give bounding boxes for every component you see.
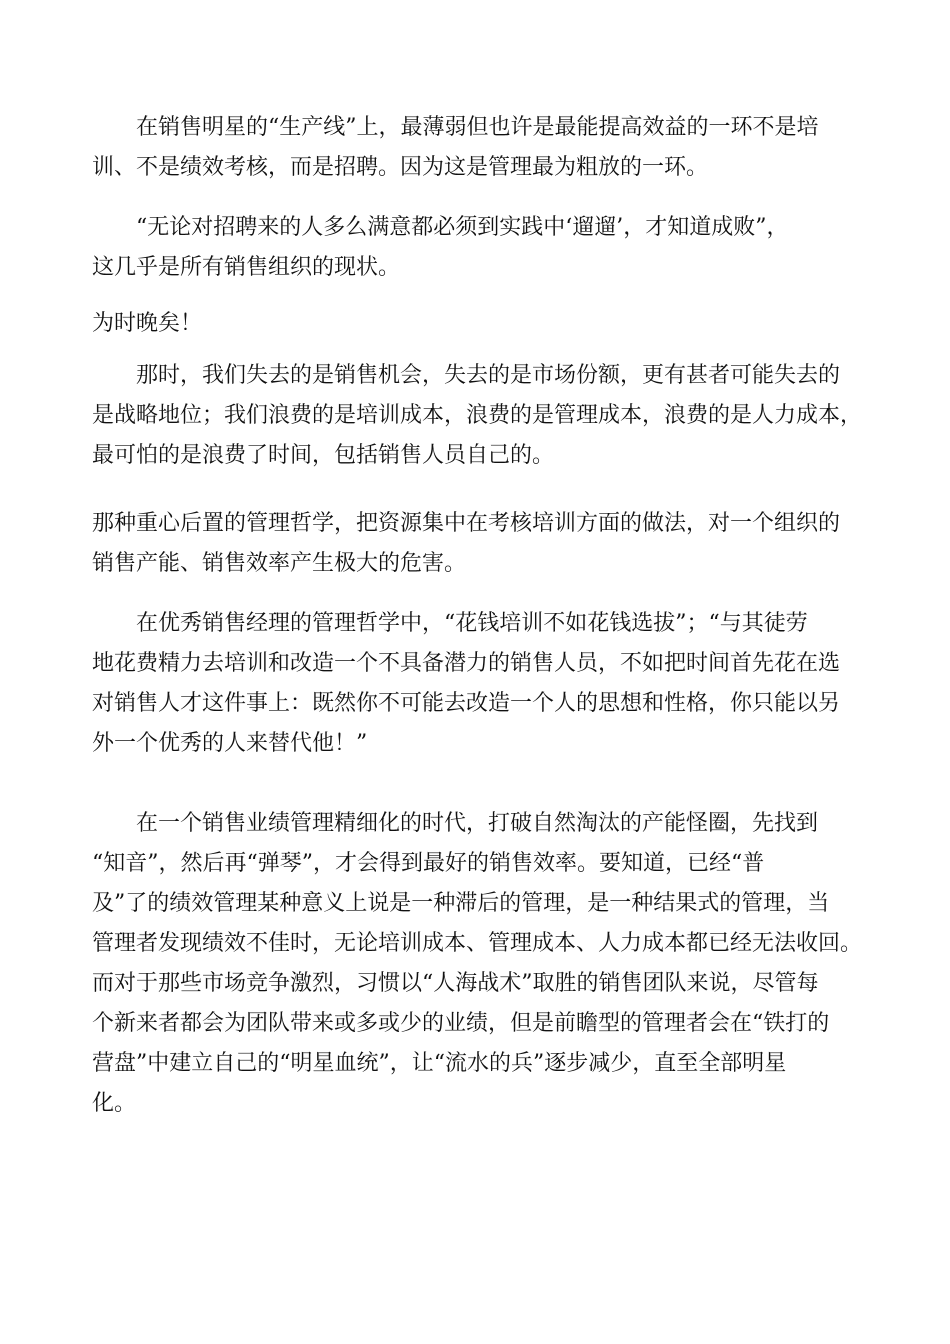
paragraph-line: 为时晚矣！ bbox=[92, 311, 203, 336]
paragraph-line: 在优秀销售经理的管理哲学中，“花钱培训不如花钱选拔”；“与其徒劳 bbox=[136, 611, 808, 636]
paragraph-line: 训、不是绩效考核，而是招聘。因为这是管理最为粗放的一环。 bbox=[92, 155, 709, 180]
paragraph-line: 最可怕的是浪费了时间，包括销售人员自己的。 bbox=[92, 443, 555, 468]
paragraph-line: 是战略地位；我们浪费的是培训成本，浪费的是管理成本，浪费的是人力成本， bbox=[92, 403, 863, 428]
paragraph-line: 及”了的绩效管理某种意义上说是一种滞后的管理，是一种结果式的管理，当 bbox=[92, 891, 830, 916]
paragraph-6 bbox=[92, 604, 870, 764]
paragraph-line: 地花费精力去培训和改造一个不具备潜力的销售人员，不如把时间首先花在选 bbox=[92, 651, 841, 676]
paragraph-line: 营盘”中建立自己的“明星血统”，让“流水的兵”逐步减少，直至全部明星 bbox=[92, 1051, 787, 1076]
paragraph-line: 外一个优秀的人来替代他！” bbox=[92, 731, 368, 756]
paragraph-line: 化。 bbox=[92, 1091, 137, 1116]
paragraph-line: 管理者发现绩效不佳时，无论培训成本、管理成本、人力成本都已经无法收回。 bbox=[92, 931, 863, 956]
paragraph-line: 那时，我们失去的是销售机会，失去的是市场份额，更有甚者可能失去的 bbox=[136, 363, 841, 388]
paragraph-3 bbox=[92, 304, 870, 344]
paragraph-line: “知音”，然后再“弹琴”，才会得到最好的销售效率。要知道，已经“普 bbox=[92, 851, 765, 876]
paragraph-line: 而对于那些市场竞争激烈，习惯以“人海战术”取胜的销售团队来说，尽管每 bbox=[92, 971, 819, 996]
paragraph-2 bbox=[92, 208, 870, 288]
paragraph-7 bbox=[92, 804, 870, 1124]
paragraph-5 bbox=[92, 504, 870, 584]
paragraph-line: “无论对招聘来的人多么满意都必须到实践中‘遛遛’，才知道成败”， bbox=[136, 215, 789, 240]
paragraph-line: 销售产能、销售效率产生极大的危害。 bbox=[92, 551, 467, 576]
paragraph-line: 个新来者都会为团队带来或多或少的业绩，但是前瞻型的管理者会在“铁打的 bbox=[92, 1011, 830, 1036]
paragraph-line: 在销售明星的“生产线”上，最薄弱但也许是最能提高效益的一环不是培 bbox=[136, 115, 819, 140]
paragraph-line: 对销售人才这件事上：既然你不可能去改造一个人的思想和性格，你只能以另 bbox=[92, 691, 841, 716]
paragraph-line: 那种重心后置的管理哲学，把资源集中在考核培训方面的做法，对一个组织的 bbox=[92, 511, 841, 536]
paragraph-line: 在一个销售业绩管理精细化的时代，打破自然淘汰的产能怪圈，先找到 bbox=[136, 811, 819, 836]
paragraph-1 bbox=[92, 108, 870, 188]
paragraph-line: 这几乎是所有销售组织的现状。 bbox=[92, 255, 401, 280]
paragraph-4 bbox=[92, 356, 870, 476]
